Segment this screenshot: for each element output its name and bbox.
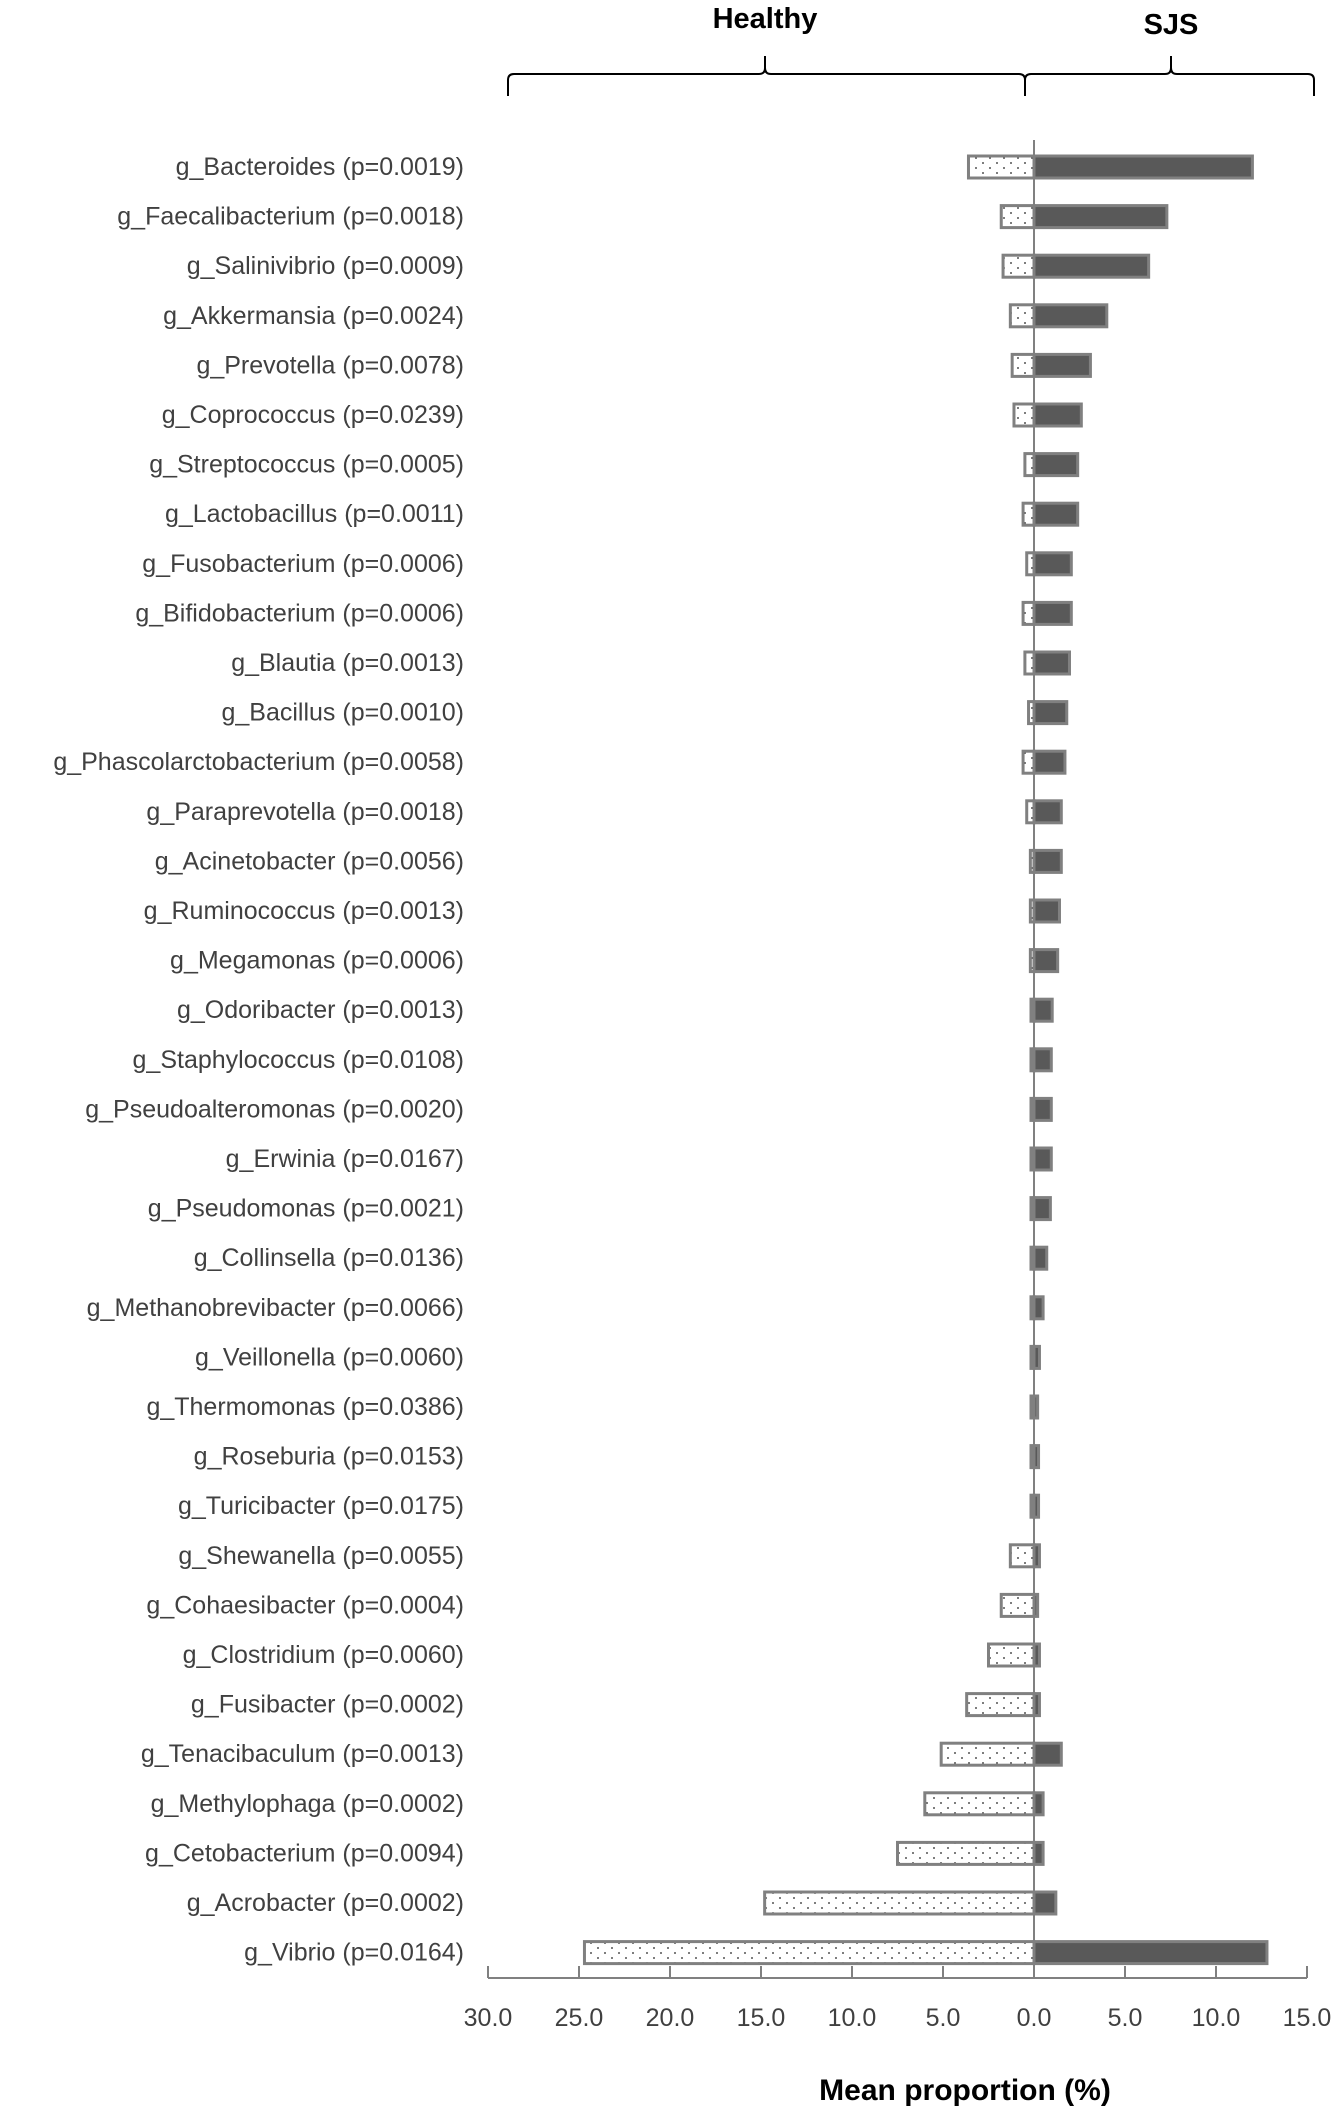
sjs-bar (1034, 553, 1071, 575)
category-label: g_Methanobrevibacter (p=0.0066) (86, 1293, 464, 1322)
category-label: g_Acrobacter (p=0.0002) (186, 1889, 464, 1917)
category-label: g_Acinetobacter (p=0.0056) (154, 847, 464, 876)
category-label: g_Vibrio (p=0.0164) (244, 1938, 464, 1967)
healthy-bar (1001, 1594, 1034, 1616)
category-label: g_Methylophaga (p=0.0002) (150, 1789, 464, 1818)
category-label: g_Roseburia (p=0.0153) (193, 1442, 464, 1471)
sjs-bar (1034, 1247, 1047, 1269)
x-tick-label: 10.0 (1191, 2004, 1241, 2032)
x-tick-label: 10.0 (827, 2004, 877, 2032)
category-label: g_Pseudomonas (p=0.0021) (147, 1194, 464, 1223)
group-braces (508, 3, 1314, 96)
category-label: g_Thermomonas (p=0.0386) (146, 1393, 464, 1421)
x-tick-label: 15.0 (1282, 2004, 1332, 2032)
x-tick-label: 5.0 (925, 2004, 961, 2032)
sjs-bar (1034, 454, 1078, 476)
x-tick-label: 30.0 (463, 2004, 513, 2032)
category-label: g_Clostridium (p=0.0060) (182, 1641, 464, 1669)
x-tick-label: 25.0 (554, 2004, 604, 2032)
healthy-bar (765, 1892, 1034, 1914)
sjs-bar (1034, 702, 1067, 724)
sjs-bar (1034, 801, 1061, 823)
category-label: g_Bacteroides (p=0.0019) (175, 153, 464, 181)
category-label: g_Lactobacillus (p=0.0011) (164, 500, 464, 529)
sjs-bar (1034, 850, 1061, 872)
healthy-bar (989, 1644, 1035, 1666)
category-label: g_Fusobacterium (p=0.0006) (142, 549, 464, 578)
category-label: g_Staphylococcus (p=0.0108) (132, 1045, 464, 1074)
x-tick-label: 20.0 (645, 2004, 695, 2032)
sjs-bar (1034, 1098, 1051, 1120)
healthy-bar (1001, 206, 1034, 228)
sjs-bar (1034, 999, 1052, 1021)
healthy-bar (941, 1743, 1034, 1765)
sjs-bar (1034, 206, 1167, 228)
category-label: g_Erwinia (p=0.0167) (225, 1145, 464, 1173)
healthy-bar (584, 1942, 1034, 1964)
sjs-bar (1034, 404, 1081, 426)
category-label: g_Megamonas (p=0.0006) (170, 946, 464, 975)
healthy-bar (1012, 354, 1034, 376)
healthy-bar (1010, 1545, 1034, 1567)
x-tick-label: 5.0 (1107, 2004, 1143, 2032)
category-label: g_Veillonella (p=0.0060) (195, 1343, 464, 1372)
sjs-bar (1034, 1793, 1043, 1815)
sjs-bar (1034, 1297, 1043, 1319)
healthy-bar (925, 1793, 1034, 1815)
sjs-bar (1034, 305, 1107, 327)
healthy-bar (968, 156, 1034, 178)
healthy-bar (1010, 305, 1034, 327)
category-label: g_Bacillus (p=0.0010) (221, 698, 464, 727)
category-label: g_Fusibacter (p=0.0002) (190, 1690, 464, 1719)
category-label: g_Prevotella (p=0.0078) (196, 351, 464, 380)
category-label: g_Cetobacterium (p=0.0094) (145, 1839, 464, 1868)
sjs-bar (1034, 255, 1149, 277)
category-label: g_Ruminococcus (p=0.0013) (143, 897, 464, 925)
healthy-bar (967, 1694, 1034, 1716)
x-axis-title: Mean proportion (%) (819, 2074, 1111, 2107)
sjs-bar (1034, 156, 1252, 178)
healthy-brace (508, 56, 1025, 96)
category-label: g_Cohaesibacter (p=0.0004) (146, 1591, 464, 1620)
category-label: g_Bifidobacterium (p=0.0006) (135, 599, 464, 628)
category-label: g_Paraprevotella (p=0.0018) (146, 797, 464, 826)
sjs-bar (1034, 1049, 1051, 1071)
sjs-bar (1034, 602, 1071, 624)
healthy-bar (1023, 503, 1034, 525)
category-label: g_Salinivibrio (p=0.0009) (186, 252, 464, 281)
category-label: g_Akkermansia (p=0.0024) (163, 301, 464, 330)
x-tick-label: 0.0 (1016, 2004, 1052, 2032)
sjs-group-label: SJS (1143, 9, 1199, 41)
sjs-bar (1034, 751, 1065, 773)
sjs-bar (1034, 1743, 1061, 1765)
healthy-group-label: Healthy (712, 3, 818, 35)
sjs-brace (1025, 56, 1314, 96)
category-label: g_Collinsella (p=0.0136) (193, 1244, 464, 1273)
healthy-bar (898, 1842, 1035, 1864)
sjs-bar (1034, 1148, 1051, 1170)
sjs-bar (1034, 900, 1059, 922)
category-label: g_Streptococcus (p=0.0005) (149, 450, 464, 479)
healthy-bar (1023, 751, 1034, 773)
category-label: g_Shewanella (p=0.0055) (178, 1541, 464, 1570)
category-label: g_Tenacibaculum (p=0.0013) (140, 1740, 464, 1769)
category-label: g_Odoribacter (p=0.0013) (177, 996, 464, 1025)
sjs-bar (1034, 503, 1078, 525)
category-label: g_Faecalibacterium (p=0.0018) (117, 202, 464, 231)
category-label: g_Blautia (p=0.0013) (231, 649, 464, 677)
x-tick-label: 15.0 (736, 2004, 786, 2032)
sjs-bar (1034, 652, 1069, 674)
sjs-bar (1034, 1942, 1267, 1964)
sjs-bar (1034, 1198, 1050, 1220)
sjs-bar (1034, 1892, 1056, 1914)
category-label: g_Pseudoalteromonas (p=0.0020) (85, 1095, 464, 1124)
sjs-bar (1034, 950, 1058, 972)
healthy-bar (1014, 404, 1034, 426)
sjs-bar (1034, 1842, 1043, 1864)
healthy-bar (1023, 602, 1034, 624)
category-label: g_Coprococcus (p=0.0239) (161, 401, 464, 429)
healthy-bar (1003, 255, 1034, 277)
category-label: g_Turicibacter (p=0.0175) (177, 1492, 464, 1521)
sjs-bar (1034, 354, 1090, 376)
category-label: g_Phascolarctobacterium (p=0.0058) (53, 748, 464, 777)
